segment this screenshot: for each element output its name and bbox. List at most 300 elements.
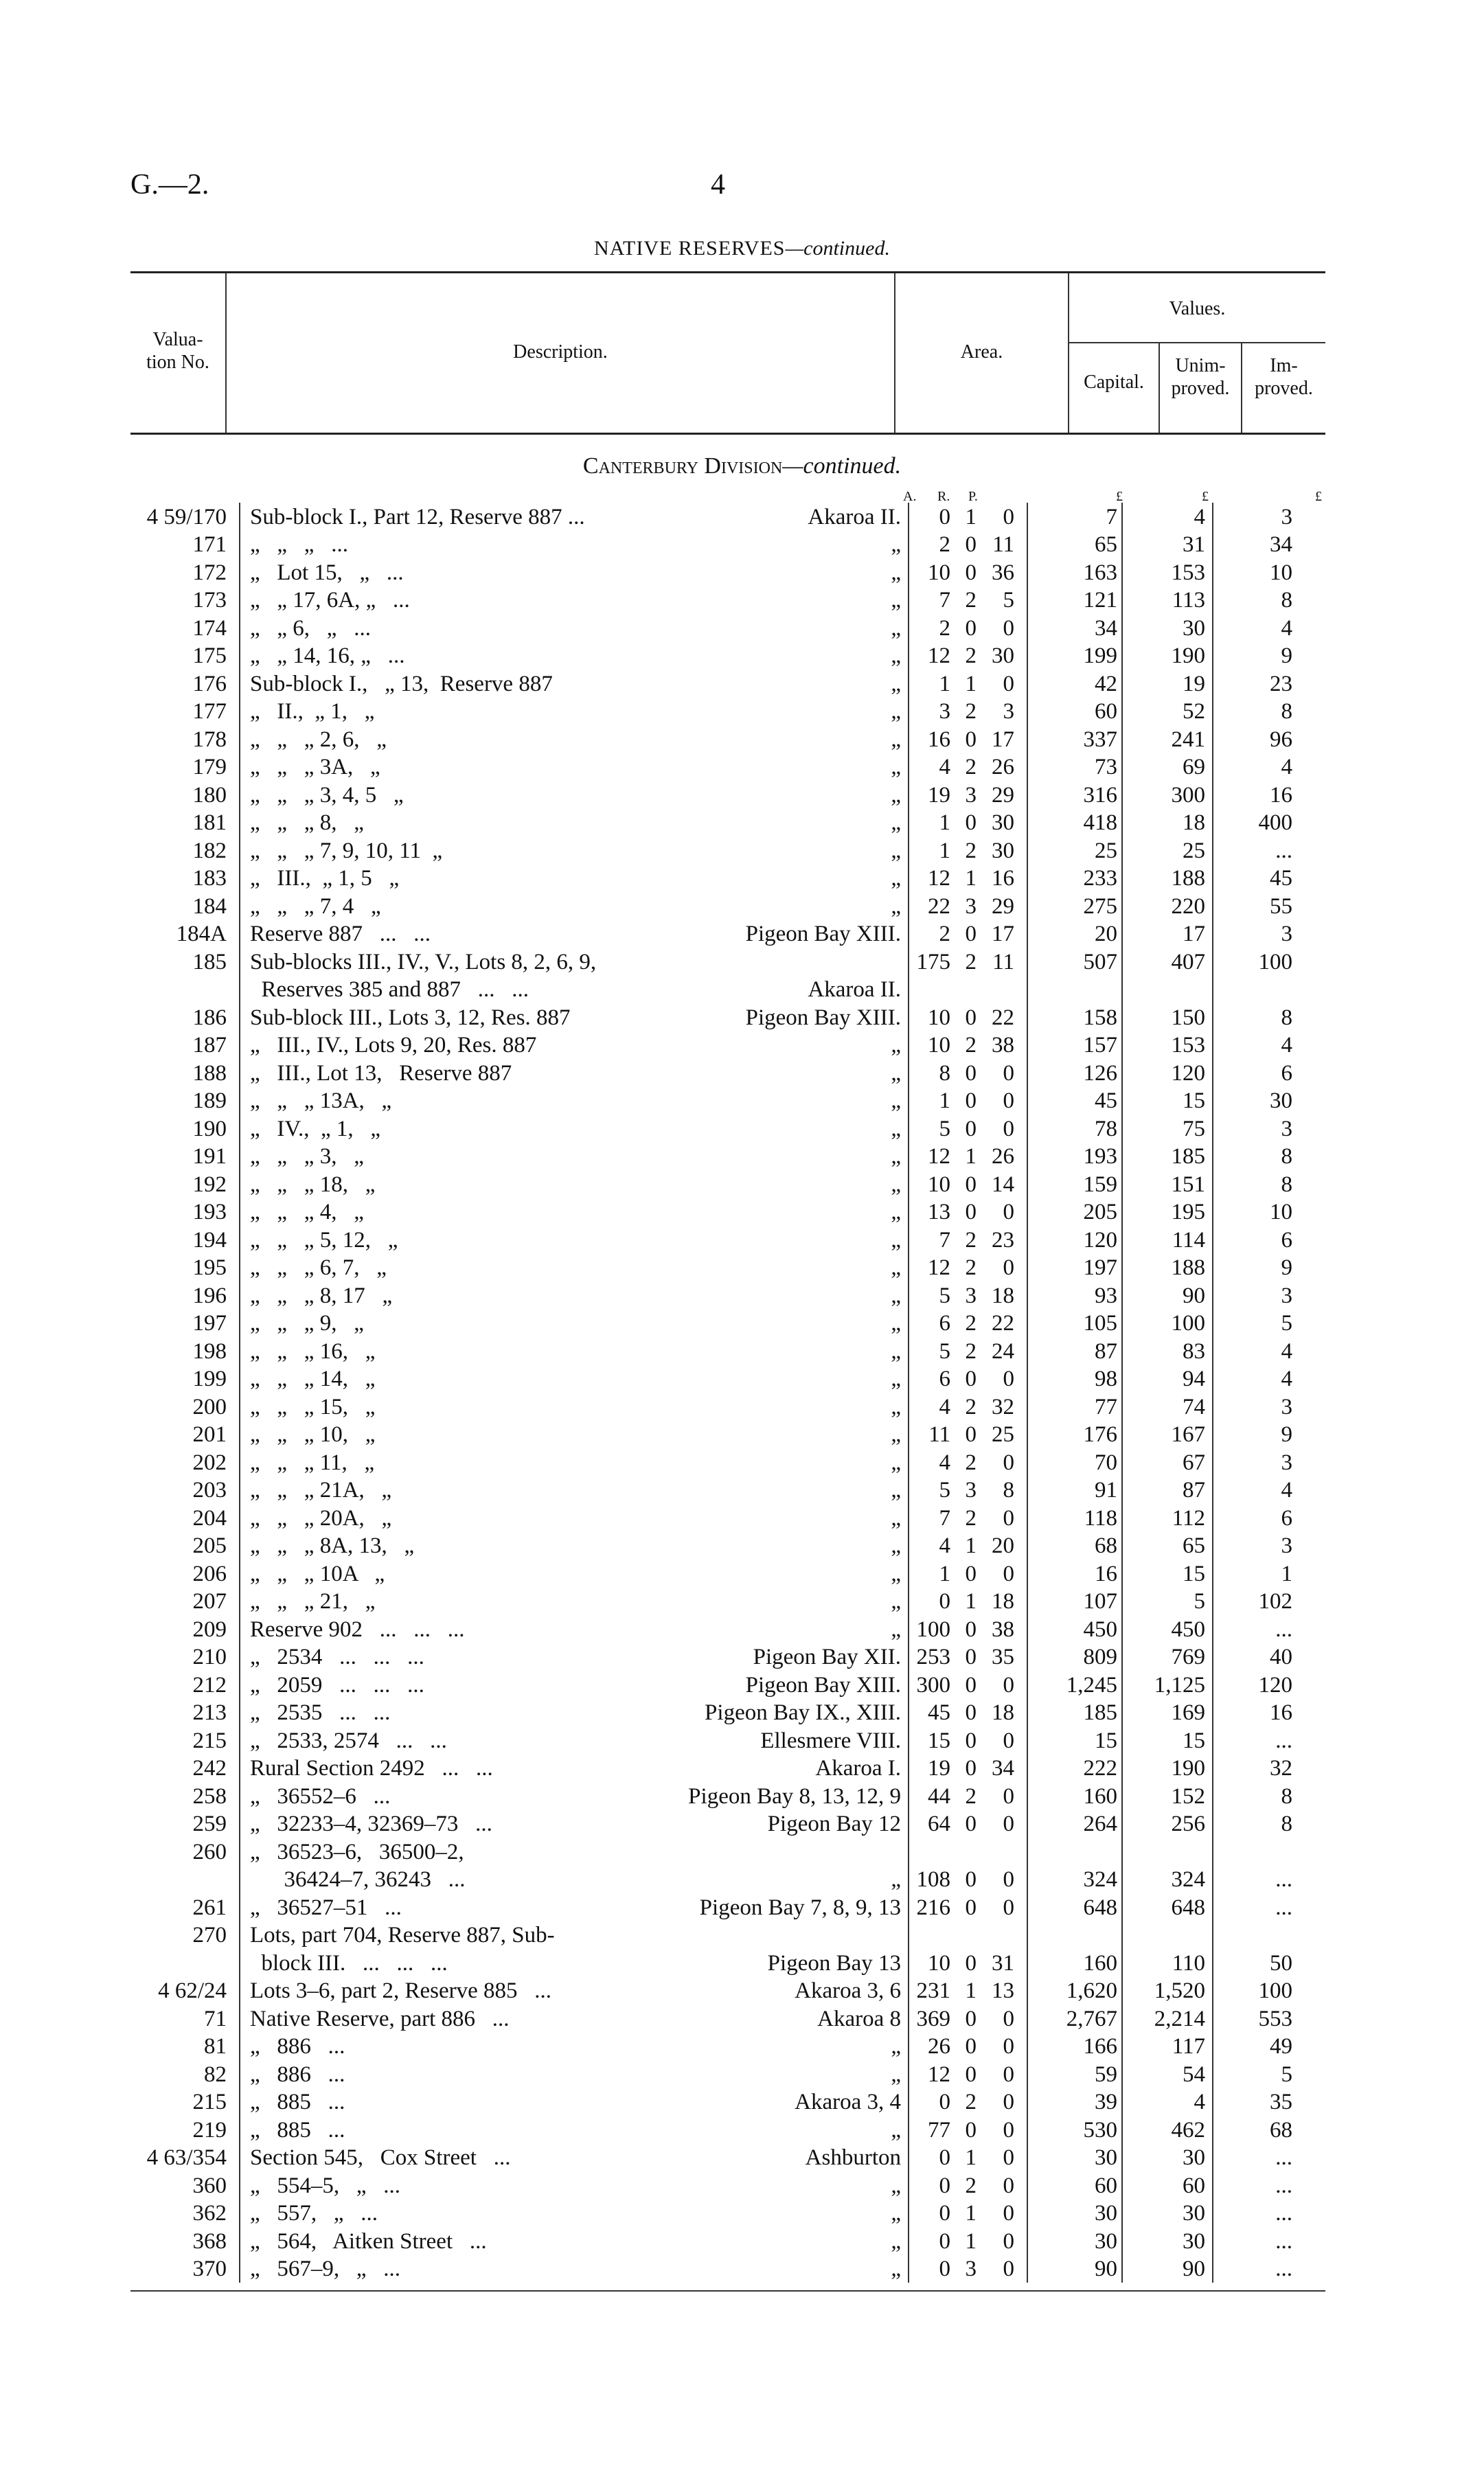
description: „ „ „ 5, 12, „ — [250, 1227, 398, 1253]
area-roods: 0 — [965, 560, 977, 585]
area-perches: 13 — [992, 1978, 1014, 2003]
area-acres: 2 — [939, 615, 950, 641]
table-row — [130, 1643, 1295, 1671]
area-perches: 0 — [1003, 2090, 1014, 2114]
capital-value: 91 — [1027, 1476, 1122, 1505]
unimproved-value: 167 — [1122, 1421, 1213, 1449]
unimproved-value: 100 — [1122, 1310, 1213, 1338]
area-perches: 30 — [992, 838, 1014, 863]
unimproved-header: Unim- proved. — [1171, 355, 1230, 399]
description: „ „ „ 13A, „ — [250, 1088, 392, 1113]
capital-header: Capital. — [1084, 372, 1144, 393]
area-acres: 22 — [928, 893, 950, 919]
area-roods: 1 — [965, 866, 977, 891]
capital-value: 233 — [1027, 865, 1122, 893]
description-cell — [240, 976, 909, 1004]
description-cell — [240, 2171, 909, 2200]
improved-value: 40 — [1213, 1643, 1295, 1671]
improved-value: 8 — [1213, 1170, 1295, 1198]
description: „ „ „ 10A „ — [250, 1561, 385, 1586]
locality: „ — [891, 866, 901, 891]
area-roods: 0 — [965, 1060, 977, 1086]
table-row — [130, 836, 1295, 865]
area-perches: 29 — [992, 893, 1014, 919]
area-perches: 0 — [1003, 1367, 1014, 1391]
description-cell — [240, 1838, 909, 1866]
locality: Akaroa II. — [808, 504, 901, 529]
description-cell — [240, 1337, 909, 1365]
area-perches: 36 — [992, 560, 1014, 585]
description-cell — [240, 1031, 909, 1060]
area-perches — [977, 976, 1027, 1004]
capital-value: 199 — [1027, 642, 1122, 670]
table-row — [130, 586, 1295, 615]
area-acres: 10 — [928, 1950, 950, 1976]
area-roods: 1 — [965, 504, 977, 529]
area-perches: 23 — [992, 1227, 1014, 1253]
unimproved-value: 151 — [1122, 1170, 1213, 1198]
locality: „ — [891, 2173, 901, 2198]
area-perches: 26 — [992, 755, 1014, 779]
area-roods: 2 — [965, 1033, 977, 1058]
unimproved-value: 90 — [1122, 1281, 1213, 1310]
table-row — [130, 2116, 1295, 2144]
table-row — [130, 1170, 1295, 1198]
area-acres: 0 — [939, 2090, 950, 2114]
area-perches: 8 — [1003, 1478, 1014, 1503]
description-cell — [240, 503, 909, 531]
title-text: NATIVE RESERVES — [594, 237, 786, 260]
capital-value: 34 — [1027, 614, 1122, 642]
area-perches: 14 — [992, 1172, 1014, 1197]
capital-value: 7 — [1027, 503, 1122, 531]
unit-roods: R. — [937, 489, 950, 504]
description: „ „ „ ... — [250, 532, 348, 557]
area-acres: 7 — [939, 1505, 950, 1531]
area-header: Area. — [960, 341, 1003, 363]
improved-value: 96 — [1213, 725, 1295, 753]
description-cell — [240, 1448, 909, 1476]
valuation-no — [130, 976, 240, 1004]
locality: „ — [891, 1255, 901, 1280]
area-perches: 0 — [1003, 2201, 1014, 2226]
valuation-no: 176 — [192, 671, 227, 696]
table-row — [130, 1448, 1295, 1476]
valuation-header: Valua- tion No. — [146, 329, 209, 373]
table-row — [130, 614, 1295, 642]
unimproved-value: 195 — [1122, 1198, 1213, 1226]
unimproved-value: 4 — [1122, 503, 1213, 531]
locality: Akaroa 3, 4 — [795, 2090, 901, 2114]
improved-value: 553 — [1213, 2005, 1295, 2033]
area-roods: 2 — [965, 1394, 977, 1419]
table-row — [130, 1310, 1295, 1338]
area-perches: 0 — [1003, 1728, 1014, 1753]
description-cell — [240, 642, 909, 670]
table-row — [130, 2144, 1295, 2172]
table-row — [130, 892, 1295, 920]
unimproved-value: 120 — [1122, 1059, 1213, 1087]
description: „ „ 6, „ ... — [250, 615, 371, 641]
valuation-no: 204 — [192, 1505, 227, 1531]
unimproved-value — [1122, 1838, 1213, 1866]
area-acres: 10 — [928, 560, 950, 585]
area-roods: 0 — [965, 1005, 977, 1030]
description-cell — [240, 1671, 909, 1699]
improved-value: ... — [1213, 2171, 1295, 2200]
table-row — [130, 865, 1295, 893]
valuation-no: 175 — [192, 643, 227, 668]
valuation-no: 182 — [192, 838, 227, 863]
table-row — [130, 1866, 1295, 1894]
description: „ 36523–6, 36500–2, — [250, 1839, 464, 1864]
locality: „ — [891, 532, 901, 557]
description: „ Lot 15, „ ... — [250, 560, 404, 585]
unimproved-value: 150 — [1122, 1003, 1213, 1031]
area-perches: 0 — [1003, 1116, 1014, 1141]
table-row — [130, 1699, 1295, 1727]
area-perches: 0 — [1003, 1812, 1014, 1836]
table-row — [130, 1476, 1295, 1505]
table-row — [130, 1588, 1295, 1616]
area-roods: 0 — [965, 922, 977, 946]
table-row — [130, 2171, 1295, 2200]
capital-value: 39 — [1027, 2088, 1122, 2116]
description: „ 2059 ... ... ... — [250, 1672, 424, 1698]
area-acres — [909, 976, 950, 1004]
area-acres: 13 — [928, 1200, 950, 1224]
description-cell — [240, 1087, 909, 1115]
improved-value: 102 — [1213, 1588, 1295, 1616]
improved-value: 35 — [1213, 2088, 1295, 2116]
capital-value — [1027, 976, 1122, 1004]
area-roods: 2 — [965, 1505, 977, 1531]
table-row — [130, 1782, 1295, 1810]
unimproved-value: 152 — [1122, 1782, 1213, 1810]
improved-value: 6 — [1213, 1059, 1295, 1087]
description: „ 557, „ ... — [250, 2201, 378, 2226]
description-cell — [240, 2200, 909, 2228]
area-acres: 1 — [939, 1561, 950, 1586]
valuation-no: 178 — [192, 727, 227, 752]
improved-value: ... — [1213, 836, 1295, 865]
description: Sub-blocks III., IV., V., Lots 8, 2, 6, 9, — [250, 949, 597, 974]
table-row — [130, 531, 1295, 559]
area-acres: 5 — [939, 1338, 950, 1364]
valuation-no: 219 — [192, 2117, 227, 2143]
description: „ „ „ 6, 7, „ — [250, 1255, 387, 1280]
description: „ „ „ 8, „ — [250, 810, 364, 835]
valuation-no: 260 — [192, 1839, 227, 1864]
description-cell — [240, 948, 909, 976]
page-title — [0, 237, 1484, 260]
improved-value: 4 — [1213, 1476, 1295, 1505]
area-roods: 2 — [965, 1338, 977, 1364]
unimproved-value: 15 — [1122, 1087, 1213, 1115]
table-row — [130, 1226, 1295, 1254]
locality: Pigeon Bay 7, 8, 9, 13 — [699, 1895, 901, 1920]
area-perches: 0 — [1003, 1060, 1014, 1086]
area-perches: 0 — [1003, 1783, 1014, 1809]
unimproved-value: 30 — [1122, 2200, 1213, 2228]
locality: „ — [891, 1144, 901, 1169]
description-cell — [240, 1782, 909, 1810]
valuation-no: 171 — [192, 532, 227, 557]
description-cell — [240, 1921, 909, 1950]
area-acres: 0 — [939, 504, 950, 529]
table-row — [130, 1726, 1295, 1755]
description: „ 2534 ... ... ... — [250, 1645, 424, 1669]
area-perches: 18 — [992, 1283, 1014, 1308]
area-roods: 0 — [965, 2062, 977, 2087]
capital-value: 126 — [1027, 1059, 1122, 1087]
description: „ 32233–4, 32369–73 ... — [250, 1812, 492, 1836]
area-acres: 5 — [939, 1116, 950, 1141]
improved-value: ... — [1213, 1893, 1295, 1921]
table-row — [130, 642, 1295, 670]
valuation-no: 210 — [192, 1645, 227, 1669]
area-acres: 108 — [916, 1867, 950, 1892]
description: „ II., „ 1, „ — [250, 699, 375, 724]
description-cell — [240, 1588, 909, 1616]
description-cell — [240, 586, 909, 615]
valuation-no: 209 — [192, 1617, 227, 1642]
capital-value: 42 — [1027, 670, 1122, 698]
area-perches: 0 — [1003, 1200, 1014, 1224]
description: „ 2535 ... ... — [250, 1700, 391, 1725]
description-cell — [240, 1281, 909, 1310]
unimproved-value: 190 — [1122, 642, 1213, 670]
area-perches: 0 — [1003, 1672, 1014, 1698]
description-cell — [240, 2116, 909, 2144]
area-perches: 24 — [992, 1338, 1014, 1364]
area-perches: 0 — [1003, 615, 1014, 641]
area-perches: 0 — [1003, 671, 1014, 696]
area-acres: 300 — [916, 1672, 950, 1698]
description-cell — [240, 1226, 909, 1254]
area-roods: 0 — [965, 1672, 977, 1698]
description: „ 36527–51 ... — [250, 1895, 402, 1920]
improved-value: 3 — [1213, 1115, 1295, 1143]
area-perches: 35 — [992, 1645, 1014, 1669]
locality: Pigeon Bay XIII. — [745, 922, 901, 946]
area-roods: 3 — [965, 782, 977, 808]
area-acres: 64 — [928, 1812, 950, 1836]
description: Lots, part 704, Reserve 887, Sub- — [250, 1923, 555, 1948]
area-roods: 0 — [965, 532, 977, 557]
capital-value: 30 — [1027, 2227, 1122, 2255]
locality: Ashburton — [805, 2145, 901, 2170]
capital-value: 25 — [1027, 836, 1122, 865]
table-row — [130, 920, 1295, 948]
unimproved-value: 52 — [1122, 698, 1213, 726]
valuation-no: 184 — [192, 893, 227, 919]
capital-value — [1027, 1838, 1122, 1866]
area-roods: 0 — [965, 615, 977, 641]
unimproved-value: 2,214 — [1122, 2005, 1213, 2033]
locality: „ — [891, 1422, 901, 1447]
description-cell — [240, 1143, 909, 1171]
capital-value: 450 — [1027, 1615, 1122, 1643]
valuation-no: 71 — [204, 2006, 227, 2031]
description-cell — [240, 725, 909, 753]
unimproved-value: 114 — [1122, 1226, 1213, 1254]
capital-value: 222 — [1027, 1755, 1122, 1783]
page-number: 4 — [711, 169, 725, 201]
capital-value: 78 — [1027, 1115, 1122, 1143]
description: „ 36552–6 ... — [250, 1783, 391, 1809]
area-roods: 0 — [965, 1895, 977, 1920]
description-cell — [240, 1977, 909, 2005]
unimproved-value: 256 — [1122, 1810, 1213, 1838]
description: „ „ „ 14, „ — [250, 1367, 376, 1391]
improved-value: 4 — [1213, 1365, 1295, 1393]
capital-value: 45 — [1027, 1087, 1122, 1115]
table-row — [130, 1059, 1295, 1087]
area-perches: 31 — [992, 1950, 1014, 1976]
table-row — [130, 2005, 1295, 2033]
improved-value: 4 — [1213, 1031, 1295, 1060]
description: block III. ... ... ... — [250, 1950, 448, 1976]
area-perches: 0 — [1003, 2117, 1014, 2143]
description-header: Description. — [513, 341, 608, 363]
unimproved-value: 117 — [1122, 2033, 1213, 2061]
locality: „ — [891, 1311, 901, 1336]
area-perches: 0 — [1003, 2145, 1014, 2170]
area-perches: 11 — [992, 949, 1014, 974]
unimproved-value: 83 — [1122, 1337, 1213, 1365]
valuation-no: 179 — [192, 755, 227, 779]
capital-value: 809 — [1027, 1643, 1122, 1671]
description-cell — [240, 1949, 909, 1977]
table-row — [130, 1671, 1295, 1699]
table-row — [130, 781, 1295, 809]
unit-acres: A. — [903, 489, 917, 504]
area-roods — [950, 1838, 977, 1866]
area-acres: 0 — [939, 2257, 950, 2281]
improved-value: 4 — [1213, 753, 1295, 781]
table-row — [130, 1198, 1295, 1226]
table-row — [130, 1421, 1295, 1449]
locality: „ — [891, 560, 901, 585]
valuation-no: 362 — [192, 2201, 227, 2226]
area-roods: 2 — [965, 588, 977, 613]
area-acres — [909, 1921, 950, 1950]
area-acres: 2 — [939, 532, 950, 557]
valuation-no: 205 — [192, 1533, 227, 1558]
valuation-no: 368 — [192, 2228, 227, 2254]
improved-value: 120 — [1213, 1671, 1295, 1699]
unit-perches: P. — [968, 489, 978, 504]
area-acres: 12 — [928, 1255, 950, 1280]
improved-header: Im- proved. — [1255, 355, 1313, 399]
improved-value: 5 — [1213, 1310, 1295, 1338]
valuation-no: 185 — [192, 949, 227, 974]
area-perches: 0 — [1003, 1088, 1014, 1113]
valuation-no: 4 59/170 — [146, 504, 227, 529]
description-cell — [240, 2005, 909, 2033]
description: „ „ „ 20A, „ — [250, 1505, 392, 1531]
area-roods — [950, 1921, 977, 1950]
area-acres: 1 — [939, 1088, 950, 1113]
area-acres: 0 — [939, 2228, 950, 2254]
description: „ „ „ 3, 4, 5 „ — [250, 782, 404, 808]
area-roods: 0 — [965, 2117, 977, 2143]
valuation-no: 259 — [192, 1812, 227, 1836]
table-row — [130, 1810, 1295, 1838]
table-bottom-rule — [130, 2290, 1325, 2292]
description: „ „ „ 4, „ — [250, 1200, 364, 1224]
area-perches: 17 — [992, 922, 1014, 946]
area-roods: 0 — [965, 1116, 977, 1141]
description: „ 886 ... — [250, 2062, 345, 2087]
valuation-no: 370 — [192, 2257, 227, 2281]
area-roods: 0 — [965, 1867, 977, 1892]
area-acres: 253 — [916, 1645, 950, 1669]
capital-value: 157 — [1027, 1031, 1122, 1060]
unimproved-value: 17 — [1122, 920, 1213, 948]
improved-value: 100 — [1213, 948, 1295, 976]
area-roods: 0 — [965, 1700, 977, 1725]
improved-value: 3 — [1213, 1281, 1295, 1310]
description: „ 885 ... — [250, 2090, 345, 2114]
area-acres: 11 — [928, 1422, 950, 1447]
valuation-no: 4 62/24 — [158, 1978, 227, 2003]
capital-value: 93 — [1027, 1281, 1122, 1310]
locality: „ — [891, 1116, 901, 1141]
unimproved-value: 94 — [1122, 1365, 1213, 1393]
table-row — [130, 809, 1295, 837]
capital-value: 316 — [1027, 781, 1122, 809]
area-perches: 18 — [992, 1700, 1014, 1725]
area-roods: 1 — [965, 2145, 977, 2170]
area-acres: 6 — [939, 1311, 950, 1336]
capital-value: 60 — [1027, 698, 1122, 726]
locality: „ — [891, 615, 901, 641]
locality: „ — [891, 1200, 901, 1224]
capital-value: 87 — [1027, 1337, 1122, 1365]
table-row — [130, 1031, 1295, 1060]
description: „ „ „ 21A, „ — [250, 1478, 392, 1503]
capital-value: 30 — [1027, 2144, 1122, 2172]
description: „ „ „ 15, „ — [250, 1394, 376, 1419]
valuation-no: 215 — [192, 1728, 227, 1753]
unimproved-value: 30 — [1122, 614, 1213, 642]
capital-value: 120 — [1027, 1226, 1122, 1254]
area-perches: 0 — [1003, 2173, 1014, 2198]
area-acres — [909, 1838, 950, 1866]
area-acres: 8 — [939, 1060, 950, 1086]
valuation-no: 190 — [192, 1116, 227, 1141]
description: Lots 3–6, part 2, Reserve 885 ... — [250, 1978, 552, 2003]
description-cell — [240, 1421, 909, 1449]
area-perches: 16 — [992, 866, 1014, 891]
capital-value: 163 — [1027, 558, 1122, 586]
improved-value: 68 — [1213, 2116, 1295, 2144]
improved-value: ... — [1213, 1726, 1295, 1755]
valuation-no: 194 — [192, 1227, 227, 1253]
area-roods: 1 — [965, 2228, 977, 2254]
area-acres: 19 — [928, 782, 950, 808]
table-row — [130, 1365, 1295, 1393]
locality: „ — [891, 1338, 901, 1364]
locality: Pigeon Bay 8, 13, 12, 9 — [688, 1783, 901, 1809]
area-roods: 0 — [965, 2034, 977, 2059]
improved-value: 8 — [1213, 1003, 1295, 1031]
description-cell — [240, 2033, 909, 2061]
area-acres: 3 — [939, 699, 950, 724]
improved-value: 16 — [1213, 1699, 1295, 1727]
